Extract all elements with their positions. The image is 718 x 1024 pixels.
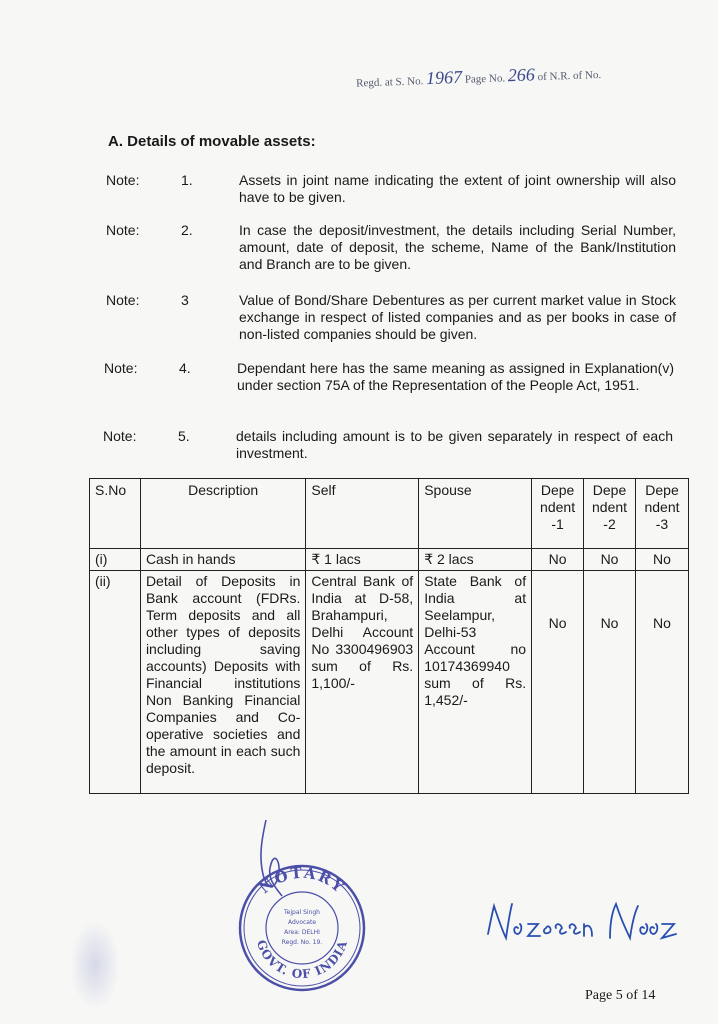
reg-prefix: Regd. at S. No. [355, 75, 424, 90]
header-dep3-line: -3 [655, 516, 669, 532]
header-dep1-line: -1 [551, 516, 564, 532]
cell-self: ₹ 1 lacs [306, 549, 419, 571]
header-dependent-3 [636, 479, 689, 549]
header-dep1-line: ndent [540, 499, 576, 515]
seal-top-text: NOTARY [255, 863, 349, 898]
movable-assets-table [89, 478, 689, 794]
reg-page-label: Page No. [464, 72, 506, 86]
table-row [90, 549, 689, 571]
seal-line: Advocate [287, 919, 317, 926]
note-2 [106, 222, 686, 276]
note-text: In case the deposit/investment, the details including Serial Number, amount, date of deposit, the scheme, Name of the Bank/Institution and Branch are to be given. [239, 222, 676, 272]
table-header-row [90, 479, 689, 549]
cell-self: Central Bank of India at D-58, Brahampuri, Delhi Account No 3300496903 sum of Rs. 1,100/- [306, 571, 419, 794]
section-heading: A. Details of movable assets: [108, 133, 316, 150]
header-dep2-line: Depe [592, 482, 627, 498]
reg-serial-no: 1967 [425, 66, 463, 89]
note-number: 4. [179, 360, 191, 376]
seal-line: Tejpal Singh [284, 909, 320, 916]
page-number: Page 5 of 14 [585, 988, 656, 1003]
reg-page-no: 266 [507, 64, 536, 86]
cell-dependent-3: No [636, 549, 689, 571]
note-number: 2. [181, 222, 193, 238]
note-1 [106, 172, 686, 208]
table-row [90, 571, 689, 794]
note-number: 5. [178, 428, 190, 444]
header-dep3-line: Depe [645, 482, 679, 498]
note-text: Dependant here has the same meaning as assigned in Explanation(v) under section 75A of the Representation of the People Act, 1951. [237, 360, 674, 393]
header-sno: S.No [90, 479, 141, 549]
note-label: Note: [103, 428, 137, 444]
cell-sno: (ii) [90, 571, 141, 794]
header-description: Description [140, 479, 305, 549]
cell-dependent-1: No [532, 549, 584, 571]
cell-dependent-3: No [636, 571, 689, 794]
header-dep2-line: ndent [592, 499, 628, 515]
cell-spouse: State Bank of India at Seelampur, Delhi-53 Account no 10174369940 sum of Rs. 1,452/- [419, 571, 532, 794]
header-dep3-line: ndent [644, 499, 680, 515]
notary-seal [236, 862, 368, 994]
note-text: Assets in joint name indicating the extent of joint ownership will also have to be given. [239, 172, 676, 205]
note-number: 3 [181, 292, 189, 308]
header-dep1-line: Depe [540, 482, 575, 498]
registration-stamp [356, 61, 619, 91]
handwritten-signature [484, 894, 694, 954]
cell-description: Detail of Deposits in Bank account (FDRs. Term deposits and all other types of deposits including saving accounts) Deposits with Financial institutions Non Banking Financial Companies and Co-operative societies and the amount in each such deposit. [140, 571, 305, 794]
header-dependent-1 [532, 479, 584, 549]
cell-sno: (i) [90, 549, 141, 571]
header-spouse: Spouse [419, 479, 532, 549]
header-self: Self [306, 479, 419, 549]
cell-description: Cash in hands [140, 549, 305, 571]
reg-suffix: of N.R. of No. [537, 69, 602, 84]
cell-dependent-2: No [584, 571, 636, 794]
seal-line: Area: DELHI [284, 929, 320, 936]
cell-dependent-1: No [532, 571, 584, 794]
ink-smudge [70, 920, 120, 1010]
cell-dependent-2: No [584, 549, 636, 571]
header-dep2-line: -2 [603, 516, 616, 532]
note-number: 1. [181, 172, 193, 188]
note-3 [106, 292, 686, 346]
cell-spouse: ₹ 2 lacs [419, 549, 532, 571]
note-label: Note: [106, 292, 140, 308]
note-5 [103, 428, 683, 464]
note-label: Note: [106, 172, 140, 188]
note-text: details including amount is to be given separately in respect of each investment. [236, 428, 673, 461]
seal-bottom-text: GOVT. OF INDIA [253, 938, 351, 982]
note-4 [104, 360, 684, 414]
note-text: Value of Bond/Share Debentures as per current market value in Stock exchange in respect of listed companies and as per books in case of non-listed companies should be given. [239, 292, 676, 342]
note-label: Note: [106, 222, 140, 238]
note-label: Note: [104, 360, 138, 376]
header-dependent-2 [584, 479, 636, 549]
seal-line: Regd. No. 19. [281, 939, 323, 946]
